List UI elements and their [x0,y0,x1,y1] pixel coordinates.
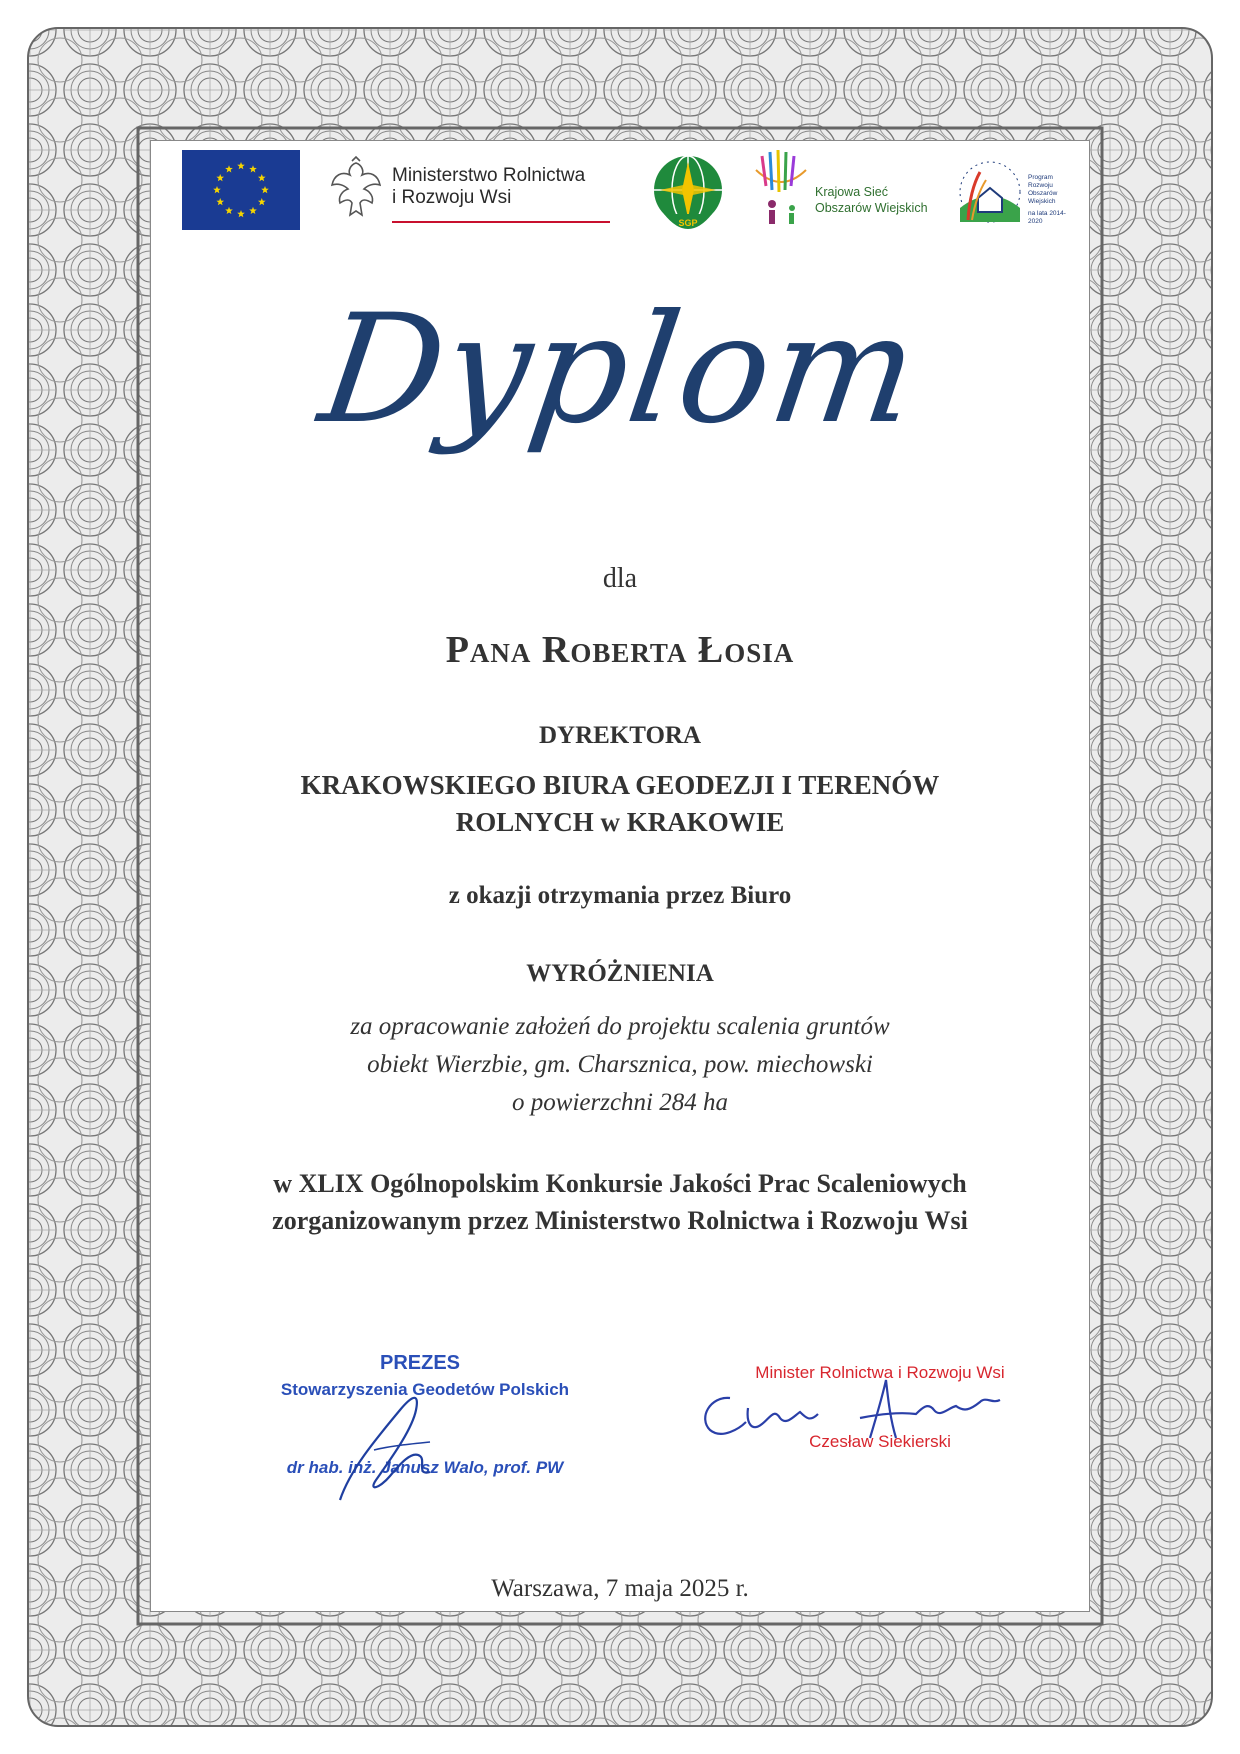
sgp-logo [650,152,726,240]
ksow-name-line2: Obszarów Wiejskich [815,201,928,215]
eu-star-icon [237,210,245,217]
eagle-emblem-icon [328,155,384,225]
eu-star-icon [261,186,269,193]
right-signatory-title: Minister Rolnictwa i Rozwoju Wsi [755,1363,1005,1382]
project-line-1: za opracowanie założeń do projektu scalenia gruntów [350,1013,890,1040]
recipient-position: DYREKTORA [538,722,702,749]
right-handwritten-signature [690,1368,1030,1458]
prow-line-2: Rozwoju [1028,182,1053,189]
project-line-3: o powierzchni 284 ha [512,1089,728,1116]
ministry-logo [328,155,610,227]
eu-stars-icon [182,150,300,230]
contest-line-1: w XLIX Ogólnopolskim Konkursie Jakości Prac Scaleniowych [273,1169,967,1198]
right-signatory-name: Czesław Siekierski [809,1432,951,1451]
prow-line-4: Wiejskich [1028,198,1056,205]
prow-logo [950,150,1080,232]
ministry-name [392,165,585,209]
award-name: WYRÓŻNIENIA [526,960,714,987]
eu-star-icon [249,165,257,172]
project-description [150,1008,1090,1122]
place-and-date: Warszawa, 7 maja 2025 r. [491,1575,749,1602]
ministry-name-line2: i Rozwoju Wsi [392,187,512,208]
left-signatory-name: dr hab. inż. Janusz Walo, prof. PW [286,1458,564,1477]
eu-star-icon [258,198,266,205]
office-line-1: KRAKOWSKIEGO BIURA GEODEZJI I TERENÓW [300,770,940,800]
contest-description [150,1165,1090,1239]
eu-star-icon [237,162,245,169]
sgp-label: SGP [678,218,698,228]
prow-line-1: Program [1028,174,1053,181]
prow-line-3: Obszarów [1028,190,1058,197]
ksow-name [815,184,928,216]
eu-star-icon [225,207,233,214]
ministry-red-line [392,221,610,223]
eu-star-icon [213,186,221,193]
office-line-2: ROLNYCH w KRAKOWIE [455,807,785,837]
ksow-logo [748,150,940,230]
diploma-title: Dyplom [310,283,929,457]
eu-star-icon [216,174,224,181]
eu-star-icon [258,174,266,181]
occasion-text: z okazji otrzymania przez Biuro [448,882,792,909]
eu-flag-logo [182,150,300,230]
prow-line-5: na lata 2014-2020 [1028,210,1066,225]
contest-line-2: zorganizowanym przez Ministerstwo Rolnictwa i Rozwoju Wsi [272,1206,968,1235]
project-line-2: obiekt Wierzbie, gm. Charsznica, pow. miechowski [367,1051,873,1078]
left-signatory-title: PREZES [379,1352,461,1374]
ministry-name-line1: Ministerstwo Rolnictwa [392,165,586,186]
prow-name [1028,174,1080,226]
ksow-emblem-icon [748,150,814,230]
recipient-office [150,767,1090,841]
left-handwritten-signature [320,1380,480,1510]
eu-star-icon [225,165,233,172]
ksow-name-line1: Krajowa Sieć [815,185,888,199]
recipient-name: Pana Roberta Łosia [445,629,795,671]
prow-emblem-icon [950,150,1028,232]
eu-star-icon [249,207,257,214]
dla-label: dla [602,563,638,594]
eu-star-icon [216,198,224,205]
left-signatory-organization: Stowarzyszenia Geodetów Polskich [280,1380,570,1399]
